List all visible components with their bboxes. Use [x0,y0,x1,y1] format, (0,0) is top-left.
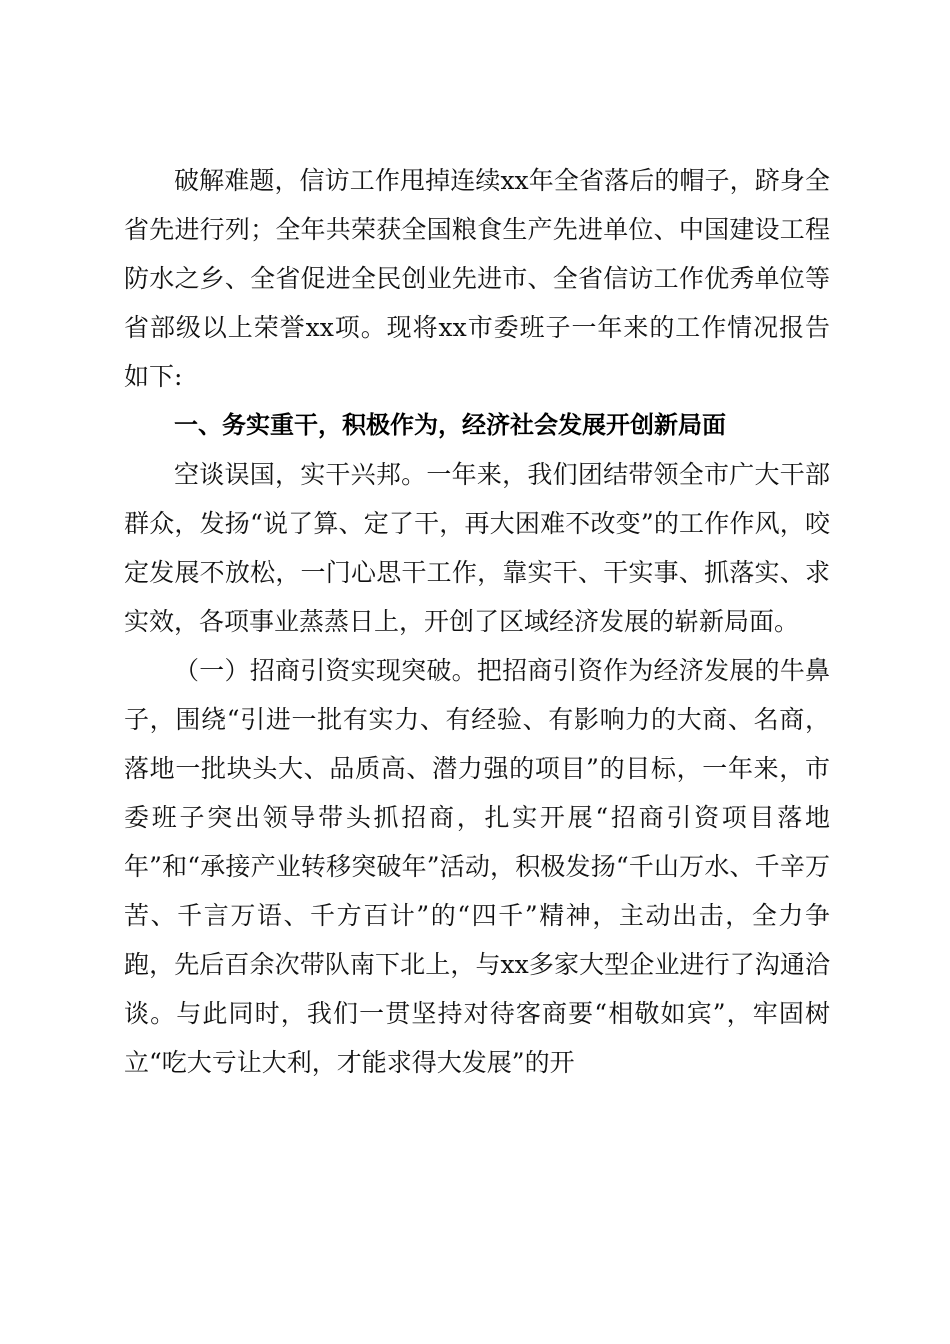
document-body [124,156,830,1087]
paragraph-subsection-1: （一）招商引资实现突破。把招商引资作为经济发展的牛鼻子，围绕“引进一批有实力、有经验、有影响力的大商、名商，落地一批块头大、品质高、潜力强的项目”的目标，一年来，市委班子突出领导带头抓招商，扎实开展“招商引资项目落地年”和“承接产业转移突破年”活动，积极发扬“千山万水、千辛万苦、千言万语、千方百计”的“四千”精神，主动出击，全力争跑，先后百余次带队南下北上，与xx多家大型企业进行了沟通洽谈。与此同时，我们一贯坚持对待客商要“相敬如宾”，牢固树立“吃大亏让大利，才能求得大发展”的开 [124,656,830,1077]
section-heading-1: 一、务实重干，积极作为，经济社会发展开创新局面 [174,411,726,439]
paragraph-section-1-intro: 空谈误国，实干兴邦。一年来，我们团结带领全市广大干部群众，发扬“说了算、定了干，再大困难不改变”的工作作风，咬定发展不放松，一门心思干工作，靠实干、干实事、抓落实、求实效，各项事业蒸蒸日上，开创了区域经济发展的崭新局面。 [124,460,830,636]
paragraph-intro-continuation: 破解难题，信访工作甩掉连续xx年全省落后的帽子，跻身全省先进行列；全年共荣获全国粮食生产先进单位、中国建设工程防水之乡、全省促进全民创业先进市、全省信访工作优秀单位等省部级以上荣誉xx项。现将xx市委班子一年来的工作情况报告如下: [124,166,830,391]
